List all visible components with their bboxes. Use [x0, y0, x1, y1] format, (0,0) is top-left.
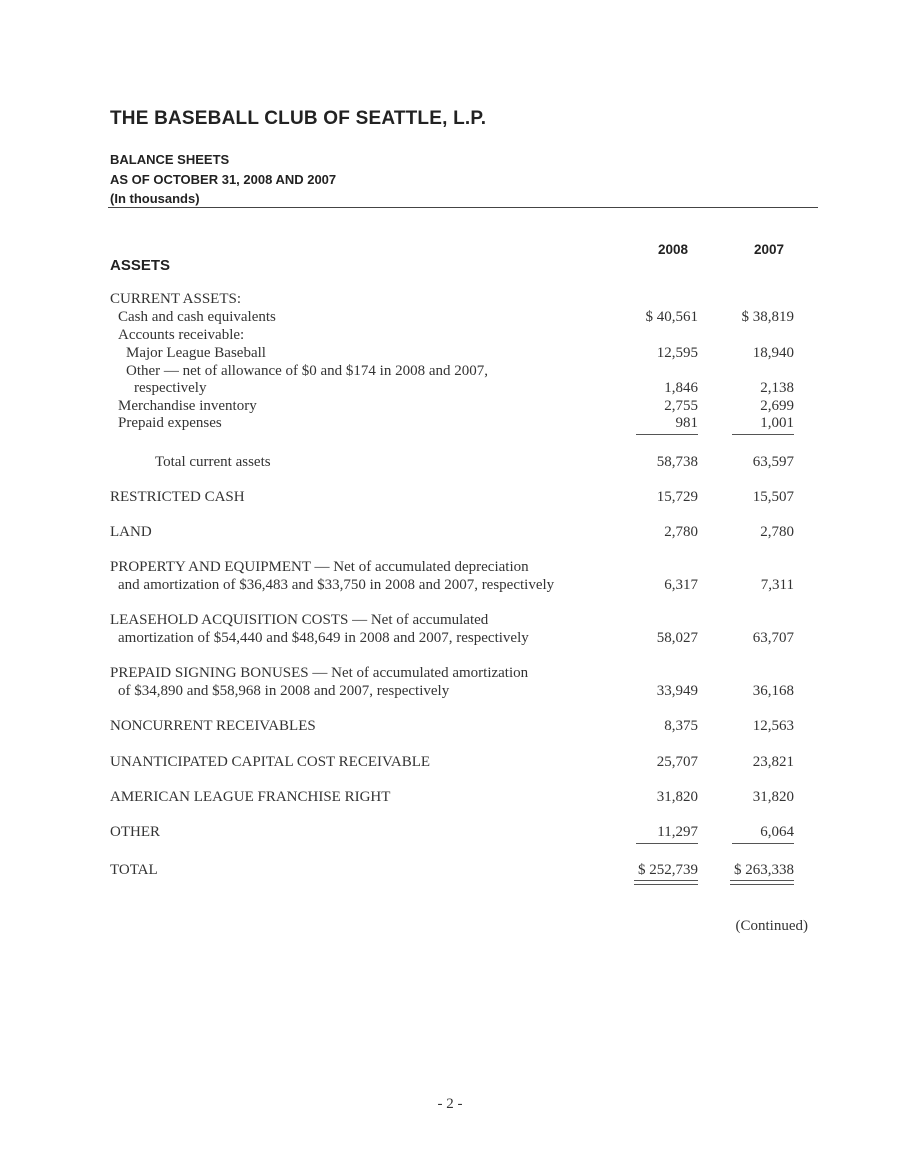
franchise-right-2008: 31,820	[656, 789, 698, 805]
merchandise-2008: 2,755	[664, 398, 698, 414]
total-current-assets-2007: 63,597	[752, 454, 794, 470]
signing-bonuses-2008: 33,949	[656, 683, 698, 699]
noncurrent-receivables-2008: 8,375	[664, 718, 698, 734]
total-current-assets-label: Total current assets	[155, 454, 271, 470]
noncurrent-receivables-label: NONCURRENT RECEIVABLES	[110, 718, 316, 734]
mlb-receivable-label: Major League Baseball	[126, 345, 266, 361]
property-equipment-label-cont: and amortization of $36,483 and $33,750 in 2008 and 2007, respectively	[118, 577, 555, 593]
total-rule-2007	[732, 843, 794, 844]
property-equipment-2008: 6,317	[664, 577, 698, 593]
leasehold-costs-2007: 63,707	[752, 630, 794, 646]
signing-bonuses-label: PREPAID SIGNING BONUSES — Net of accumulated amortization	[110, 665, 529, 681]
restricted-cash-2007: 15,507	[752, 489, 794, 505]
restricted-cash-label: RESTRICTED CASH	[110, 489, 245, 505]
current-assets-heading: CURRENT ASSETS:	[110, 291, 242, 307]
statement-title: BALANCE SHEETS	[110, 152, 230, 167]
other-assets-label: OTHER	[110, 824, 160, 840]
merchandise-2007: 2,699	[760, 398, 794, 414]
header-rule	[108, 207, 818, 208]
statement-units: (In thousands)	[110, 191, 200, 206]
column-header-2008: 2008	[657, 242, 688, 257]
total-assets-2007: $ 263,338	[734, 862, 794, 878]
franchise-right-2007: 31,820	[752, 789, 794, 805]
total-assets-label: TOTAL	[110, 862, 158, 878]
leasehold-costs-2008: 58,027	[656, 630, 698, 646]
accounts-receivable-heading: Accounts receivable:	[118, 327, 245, 343]
other-assets-2007: 6,064	[760, 824, 794, 840]
leasehold-costs-label: LEASEHOLD ACQUISITION COSTS — Net of accumulated	[110, 612, 489, 628]
leasehold-costs-label-cont: amortization of $54,440 and $48,649 in 2008 and 2007, respectively	[118, 630, 529, 646]
mlb-receivable-2008: 12,595	[656, 345, 698, 361]
page-number: - 2 -	[437, 1096, 463, 1112]
prepaid-label: Prepaid expenses	[118, 415, 222, 431]
capital-cost-receivable-2007: 23,821	[752, 754, 794, 770]
other-receivable-label-cont: respectively	[134, 380, 207, 396]
section-title-assets: ASSETS	[110, 257, 171, 274]
continued-note: (Continued)	[735, 918, 808, 934]
other-receivable-2008: 1,846	[664, 380, 698, 396]
prepaid-2007: 1,001	[760, 415, 794, 431]
cash-2008: $ 40,561	[645, 309, 698, 325]
signing-bonuses-label-cont: of $34,890 and $58,968 in 2008 and 2007, respectively	[118, 683, 450, 699]
capital-cost-receivable-2008: 25,707	[656, 754, 698, 770]
other-assets-2008: 11,297	[657, 824, 698, 840]
subtotal-rule-2007	[732, 434, 794, 435]
property-equipment-label: PROPERTY AND EQUIPMENT — Net of accumulated depreciation	[110, 559, 529, 575]
total-assets-2008: $ 252,739	[638, 862, 698, 878]
cash-2007: $ 38,819	[741, 309, 794, 325]
land-2008: 2,780	[664, 524, 698, 540]
noncurrent-receivables-2007: 12,563	[752, 718, 794, 734]
capital-cost-receivable-label: UNANTICIPATED CAPITAL COST RECEIVABLE	[110, 754, 431, 770]
column-header-2007: 2007	[753, 242, 784, 257]
other-receivable-label: Other — net of allowance of $0 and $174 in 2008 and 2007,	[126, 363, 488, 379]
mlb-receivable-2007: 18,940	[752, 345, 794, 361]
double-rule-2007	[730, 880, 794, 885]
restricted-cash-2008: 15,729	[656, 489, 698, 505]
statement-date: AS OF OCTOBER 31, 2008 AND 2007	[110, 172, 337, 187]
merchandise-label: Merchandise inventory	[118, 398, 257, 414]
total-rule-2008	[636, 843, 698, 844]
property-equipment-2007: 7,311	[760, 577, 794, 593]
signing-bonuses-2007: 36,168	[752, 683, 794, 699]
cash-label: Cash and cash equivalents	[118, 309, 276, 325]
land-label: LAND	[110, 524, 152, 540]
subtotal-rule-2008	[636, 434, 698, 435]
prepaid-2008: 981	[675, 415, 698, 431]
land-2007: 2,780	[760, 524, 794, 540]
company-name: THE BASEBALL CLUB OF SEATTLE, L.P.	[110, 108, 487, 129]
franchise-right-label: AMERICAN LEAGUE FRANCHISE RIGHT	[110, 789, 391, 805]
total-current-assets-2008: 58,738	[656, 454, 698, 470]
double-rule-2008	[634, 880, 698, 885]
other-receivable-2007: 2,138	[760, 380, 794, 396]
